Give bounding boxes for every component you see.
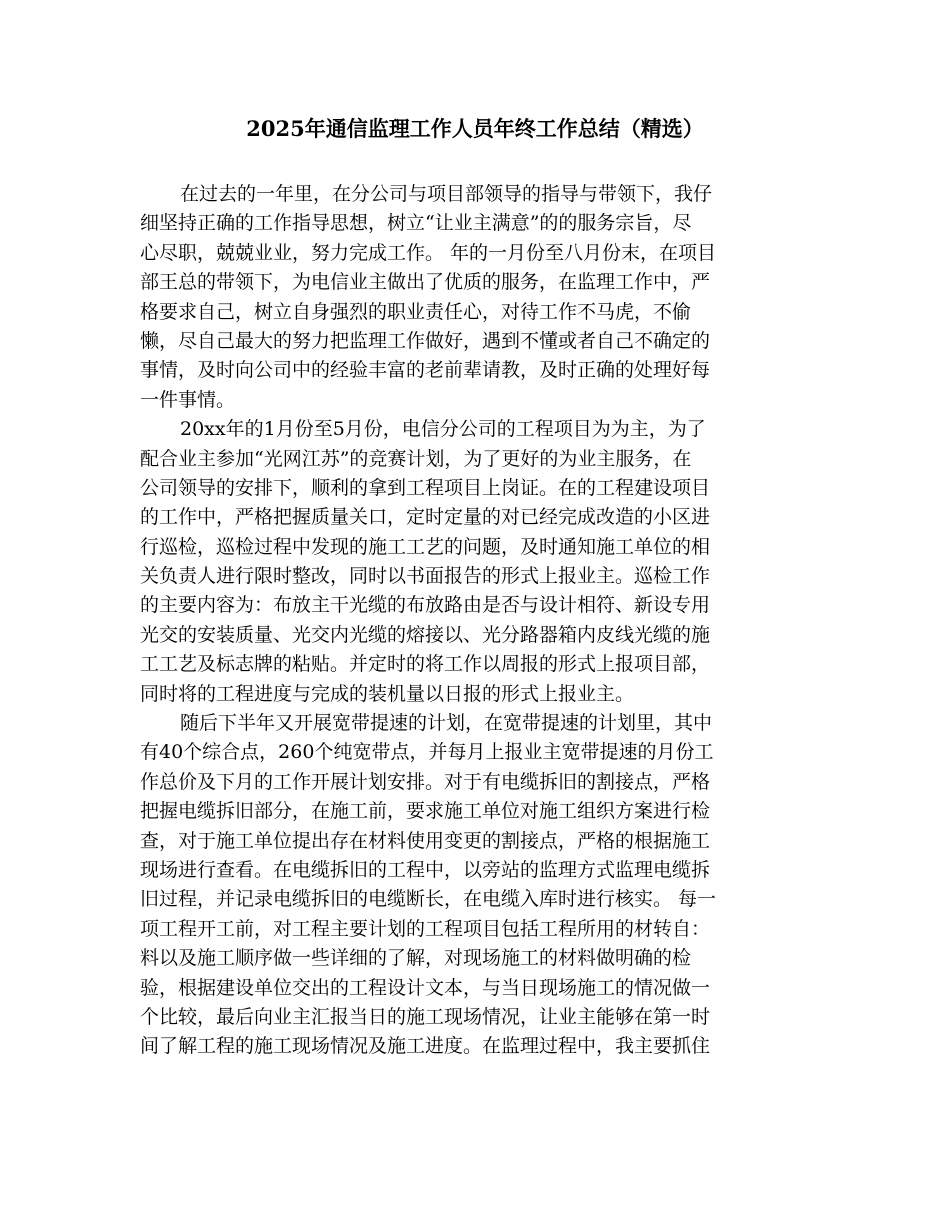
text-line: 光交的安装质量、光交内光缆的熔接以、光分路器箱内皮线光缆的施 [140, 623, 711, 646]
text-line: 项工程开工前，对工程主要计划的工程项目包括工程所用的材转自： [140, 917, 711, 940]
paragraph [140, 415, 812, 709]
text-line: 同时将的工程进度与完成的装机量以日报的形式上报业主。 [140, 682, 635, 705]
text-line: 一件事情。 [140, 388, 236, 411]
text-line: 间了解工程的施工现场情况及施工进度。在监理过程中，我主要抓住 [140, 1035, 711, 1058]
text-line: 个比较，最后向业主汇报当日的施工现场情况，让业主能够在第一时 [140, 1005, 711, 1028]
text-line: 在过去的一年里，在分公司与项目部领导的指导与带领下，我仔 [180, 183, 713, 205]
text-line: 工工艺及标志牌的粘贴。并定时的将工作以周报的形式上报项目部， [140, 653, 711, 676]
text-line: 20xx年的1月份至5月份，电信分公司的工程项目为为主，为了 [180, 418, 706, 441]
text-line: 格要求自己，树立自身强烈的职业责任心，对待工作不马虎，不偷 [140, 300, 692, 323]
text-line: 料以及施工顺序做一些详细的了解，对现场施工的材料做明确的检 [140, 947, 692, 970]
text-line: 部王总的带领下，为电信业主做出了优质的服务，在监理工作中，严 [140, 271, 711, 294]
text-line: 有40个综合点，260个纯宽带点，并每月上报业主宽带提速的月份工 [140, 741, 714, 764]
document-body [140, 180, 812, 1062]
text-line: 查，对于施工单位提出存在材料使用变更的割接点，严格的根据施工 [140, 829, 711, 852]
text-line: 配合业主参加“光网江苏”的竞赛计划，为了更好的为业主服务，在 [140, 447, 692, 470]
text-line: 把握电缆拆旧部分，在施工前，要求施工单位对施工组织方案进行检 [140, 800, 711, 823]
text-line: 随后下半年又开展宽带提速的计划，在宽带提速的计划里，其中 [180, 712, 713, 735]
document-title: 2025年通信监理工作人员年终工作总结（精选） [246, 116, 704, 141]
text-line: 事情，及时向公司中的经验丰富的老前辈请教，及时正确的处理好每 [140, 359, 711, 382]
text-line: 细坚持正确的工作指导思想，树立“让业主满意”的的服务宗旨，尽 [140, 212, 692, 235]
text-line: 懒，尽自己最大的努力把监理工作做好，遇到不懂或者自己不确定的 [140, 329, 711, 352]
text-line: 的工作中，严格把握质量关口，定时定量的对已经完成改造的小区进 [140, 506, 711, 529]
text-line: 旧过程，并记录电缆拆旧的电缆断长，在电缆入库时进行核实。 每一 [140, 888, 717, 911]
text-line: 的主要内容为：布放主干光缆的布放路由是否与设计相符、新设专用 [140, 594, 711, 617]
text-line: 作总价及下月的工作开展计划安排。对于有电缆拆旧的割接点，严格 [140, 770, 711, 793]
text-line: 关负责人进行限时整改，同时以书面报告的形式上报业主。巡检工作 [140, 565, 711, 588]
text-line: 验，根据建设单位交出的工程设计文本，与当日现场施工的情况做一 [140, 976, 711, 999]
paragraph [140, 180, 812, 415]
text-line: 公司领导的安排下，顺利的拿到工程项目上岗证。在的工程建设项目 [140, 476, 711, 499]
text-line: 现场进行查看。在电缆拆旧的工程中，以旁站的监理方式监理电缆拆 [140, 858, 711, 881]
text-line: 心尽职，兢兢业业，努力完成工作。 年的一月份至八月份末，在项目 [140, 241, 717, 264]
paragraph [140, 709, 812, 1062]
text-line: 行巡检，巡检过程中发现的施工工艺的问题，及时通知施工单位的相 [140, 535, 711, 558]
